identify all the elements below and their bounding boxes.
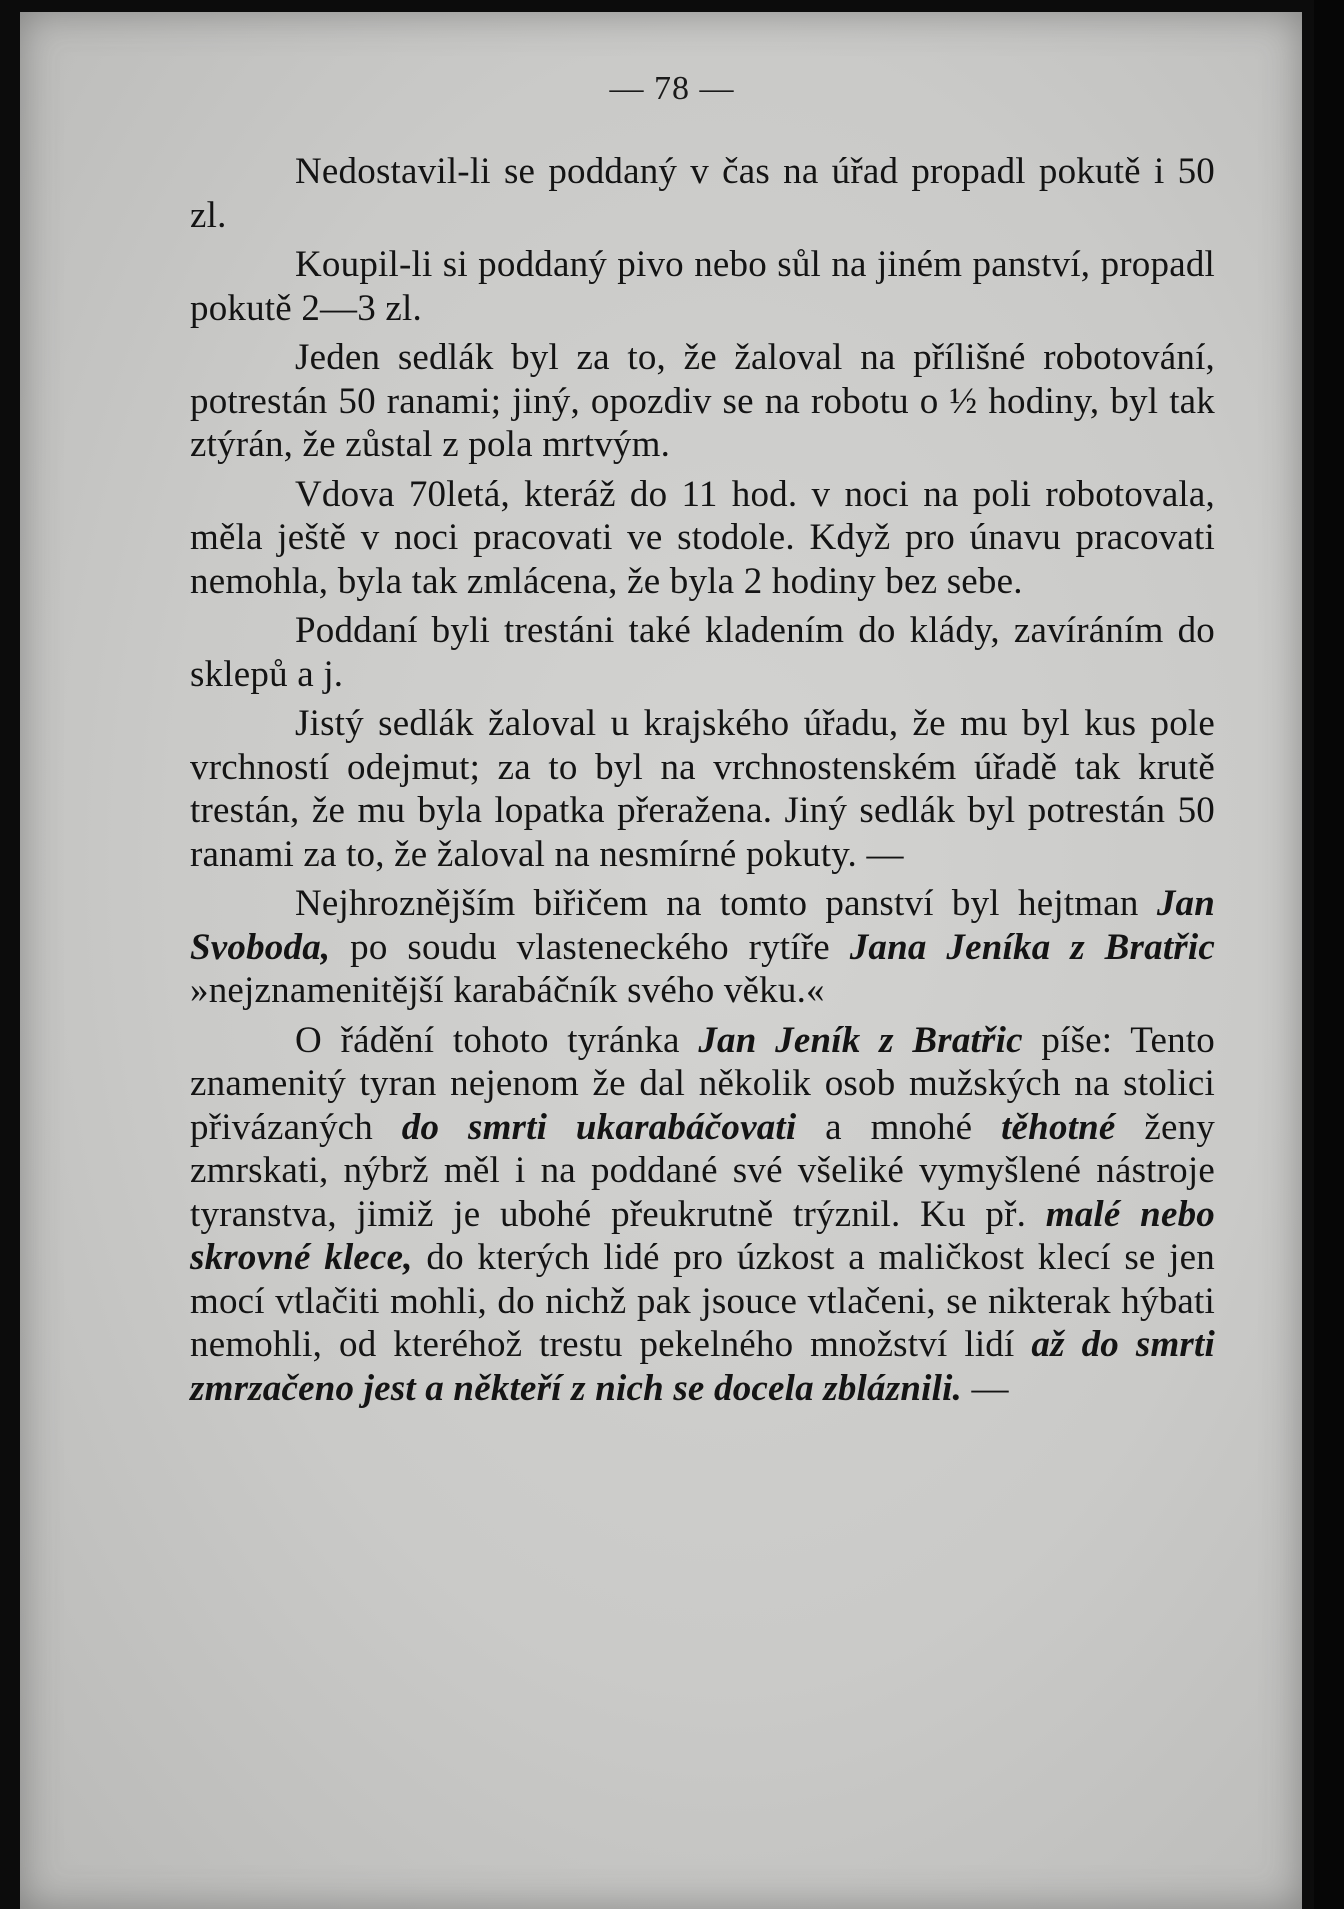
paragraph-2: Koupil-li si poddaný pivo nebo sůl na jiném panství, propadl pokutě 2—3 zl. <box>190 244 1215 329</box>
paragraph-3: Jeden sedlák byl za to, že žaloval na přílišné robotování, potrestán 50 ranami; jiný, opozdiv se na robotu o ½ hodiny, byl tak ztýrán, že zůstal z pola mrtvým. <box>190 337 1215 465</box>
emphasis-do-smrti: do smrti ukarabáčovati <box>401 1106 797 1148</box>
name-jan-jenik: Jana Jeníka z Bratřic <box>849 926 1215 968</box>
paragraph-8-text-2: píše: Tento znamenitý tyran nejenom že dal několik osob mužských na stolici přivázaných <box>190 1019 1215 1148</box>
paragraph-8-text-4: ženy zmrskati, nýbrž měl i na poddané své všeliké vymyšlené nástroje tyranstva, jimiž je ubohé přeukrutně trýznil. Ku př. <box>190 1106 1215 1235</box>
paragraph-7 <box>190 882 1215 1013</box>
paragraph-8-text-3: a mnohé <box>796 1106 1002 1148</box>
name-jan-jenik-2: Jan Jeník z Bratřic <box>698 1019 1023 1061</box>
paragraph-8-text-5: do kterých lidé pro úzkost a maličkost klecí se jen mocí vtlačiti mohli, do nichž pak jsouce vtlačeni, se nikterak hýbati nemohli, od kteréhož trestu pekelného množství lidí <box>190 1237 1215 1365</box>
emphasis-zblaznili: až do smrti zmrzačeno jest a někteří z nich se docela zbláznili. <box>190 1324 1215 1409</box>
name-jan-svoboda: Jan Svoboda, <box>190 883 1215 968</box>
paragraph-1: Nedostavil-li se poddaný v čas na úřad propadl pokutě i 50 zl. <box>190 151 1215 236</box>
paragraph-7-text-3: »nejznamenitější karabáčník svého věku.« <box>190 970 825 1011</box>
paragraph-5: Poddaní byli trestáni také kladením do klády, zavíráním do sklepů a j. <box>190 610 1215 695</box>
paragraph-4: Vdova 70letá, kteráž do 11 hod. v noci na poli robotovala, měla ještě v noci pracovati ve stodole. Když pro únavu pracovati nemohla, byla tak zmlácena, že byla 2 hodiny bez sebe. <box>190 473 1215 602</box>
paragraph-7-text-1: Nejhroznějším biřičem na tomto panství byl hejtman <box>295 883 1157 924</box>
page-body <box>190 150 1215 1416</box>
paragraph-8 <box>190 1019 1215 1411</box>
emphasis-tehotne: těhotné <box>1001 1106 1116 1148</box>
scan-edge <box>1314 0 1344 1909</box>
paragraph-8-text-1: O řádění tohoto tyránka <box>295 1019 699 1061</box>
emphasis-klece: malé nebo skrovné klece, <box>190 1193 1215 1278</box>
paragraph-7-text-2: po soudu vlasteneckého rytíře <box>330 926 850 968</box>
paragraph-6: Jistý sedlák žaloval u krajského úřadu, že mu byl kus pole vrchností odejmut; za to byl na vrchnostenském úřadě tak krutě trestán, že mu byla lopatka přeražena. Jiný sedlák byl potrestán 50 ranami za to, že žaloval na nesmírné pokuty. — <box>190 703 1215 875</box>
paragraph-8-text-6: — <box>962 1367 1009 1409</box>
page-number: — 78 — <box>609 70 735 107</box>
